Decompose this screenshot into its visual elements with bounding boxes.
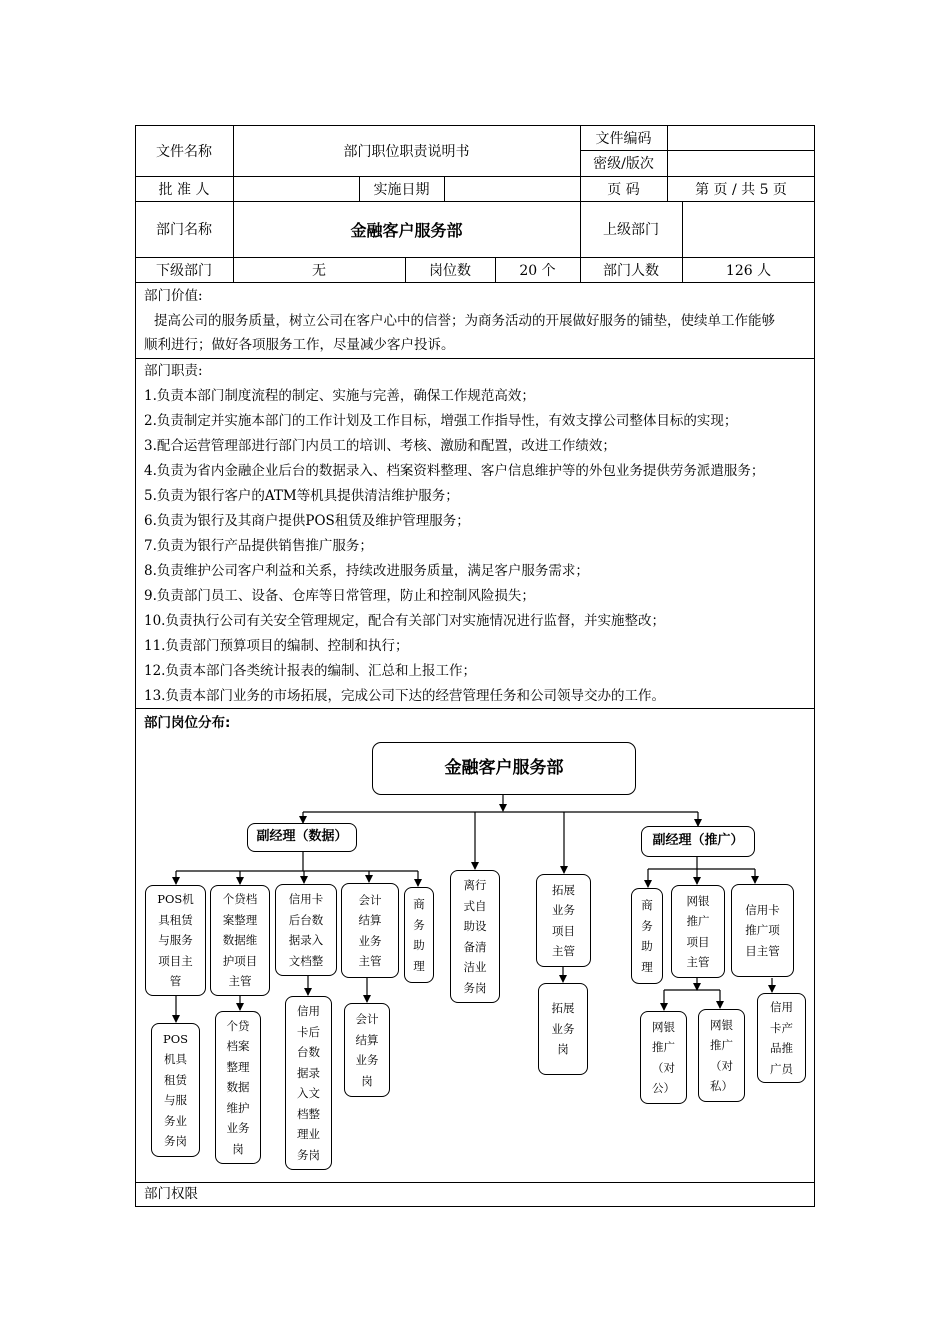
positions-value: 20 个 xyxy=(519,262,556,279)
dept-value-line: 顺利进行；做好各项服务工作，尽量减少客户投诉。 xyxy=(144,337,455,354)
approver-label: 批 准 人 xyxy=(158,181,210,198)
org-root-box: 金融客户服务部 xyxy=(372,742,636,795)
effective-date-label: 实施日期 xyxy=(373,181,430,198)
duty-item: 12.负责本部门各类统计报表的编制、汇总和上报工作； xyxy=(144,663,476,679)
headcount-value: 126 人 xyxy=(725,262,772,279)
dept-name-label: 部门名称 xyxy=(156,222,212,238)
org-box-loan-staff: 个贷 档案 整理 数据 维护 业务 岗 xyxy=(215,1011,261,1164)
parent-dept-label: 上级部门 xyxy=(603,222,659,238)
file-name-label: 文件名称 xyxy=(156,143,212,160)
org-box-ebank-private: 网银 推广 （对 私） xyxy=(698,1009,745,1102)
duty-item: 13.负责本部门业务的市场拓展，完成公司下达的经营管理任务和公司领导交办的工作。 xyxy=(144,688,665,704)
org-box-pos-supervisor: POS机 具租赁 与服务 项目主 管 xyxy=(145,885,206,996)
duty-item: 8.负责维护公司客户利益和关系，持续改进服务质量，满足客户服务需求； xyxy=(144,563,589,579)
org-deputy-data-box: 副经理（数据） xyxy=(247,823,357,852)
duty-item: 5.负责为银行客户的ATM等机具提供清洁维护服务； xyxy=(144,488,459,504)
dept-value-title: 部门价值: xyxy=(144,288,203,304)
org-box-expand-staff: 拓展 业务 岗 xyxy=(538,983,588,1075)
duty-item: 1.负责本部门制度流程的制定、实施与完善，确保工作规范高效； xyxy=(144,388,535,404)
dept-name-value: 金融客户服务部 xyxy=(350,220,463,240)
duty-item: 10.负责执行公司有关安全管理规定，配合有关部门对实施情况进行监督，并实施整改； xyxy=(144,613,665,629)
security-label: 密级/版次 xyxy=(593,156,654,172)
org-box-ebank-supervisor: 网银 推广 项目 主管 xyxy=(671,885,725,978)
org-box-expand-supervisor: 拓展 业务 项目 主管 xyxy=(536,874,591,967)
org-box-accounting: 会计 结算 业务 主管 xyxy=(341,883,399,978)
dept-value-line: 提高公司的服务质量，树立公司在客户心中的信誉；为商务活动的开展做好服务的铺垫，使续单工作能够 xyxy=(154,312,775,329)
headcount-label: 部门人数 xyxy=(603,262,659,279)
file-code-label: 文件编码 xyxy=(595,130,652,147)
page-value: 第 页 / 共 5 页 xyxy=(695,181,787,198)
org-box-accounting-staff: 会计 结算 业务 岗 xyxy=(344,1003,390,1097)
duty-item: 6.负责为银行及其商户提供POS租赁及维护管理服务； xyxy=(144,513,470,529)
duty-item: 3.配合运营管理部进行部门内员工的培训、考核、激励和配置，改进工作绩效； xyxy=(144,438,616,454)
dept-rights-title: 部门权限 xyxy=(144,1186,198,1202)
org-box-ebank-corp: 网银 推广 （对 公） xyxy=(640,1011,687,1104)
org-box-card-promo-supervisor: 信用卡 推广项 目主管 xyxy=(731,884,794,977)
duty-item: 4.负责为省内金融企业后台的数据录入、档案资料整理、客户信息维护等的外包业务提供劳务派遣服务； xyxy=(144,463,765,479)
org-box-card-entry: 信用卡 后台数 据录入 文档整 xyxy=(275,884,337,976)
org-box-card-staff: 信用 卡后 台数 据录 入文 档整 理业 务岗 xyxy=(285,996,332,1170)
duty-item: 7.负责为银行产品提供销售推广服务； xyxy=(144,538,373,554)
positions-label: 岗位数 xyxy=(429,262,471,279)
org-box-loan-supervisor: 个贷档 案整理 数据维 护项目 主管 xyxy=(210,885,270,996)
org-deputy-promo-box: 副经理（推广） xyxy=(641,826,755,857)
duty-item: 11.负责部门预算项目的编制、控制和执行； xyxy=(144,638,409,654)
org-box-pos-staff: POS 机具 租赁 与服 务业 务岗 xyxy=(151,1023,200,1157)
file-name-value: 部门职位职责说明书 xyxy=(343,143,470,160)
sub-dept-label: 下级部门 xyxy=(156,262,212,279)
page-label: 页 码 xyxy=(607,181,640,198)
org-box-card-promoter: 信用 卡产 品推 广员 xyxy=(757,993,806,1083)
org-box-biz-assist-2: 商 务 助 理 xyxy=(631,888,663,984)
sub-dept-value: 无 xyxy=(312,262,326,279)
dept-duties-title: 部门职责: xyxy=(144,363,203,379)
org-section-title: 部门岗位分布: xyxy=(144,715,231,731)
org-box-biz-assist-1: 商 务 助 理 xyxy=(404,887,434,983)
duty-item: 2.负责制定并实施本部门的工作计划及工作目标，增强工作指导性，有效支撑公司整体目标的实现； xyxy=(144,413,738,429)
org-box-atm-clean: 离行 式自 助设 备清 洁业 务岗 xyxy=(450,870,500,1003)
duty-item: 9.负责部门员工、设备、仓库等日常管理，防止和控制风险损失； xyxy=(144,588,535,604)
